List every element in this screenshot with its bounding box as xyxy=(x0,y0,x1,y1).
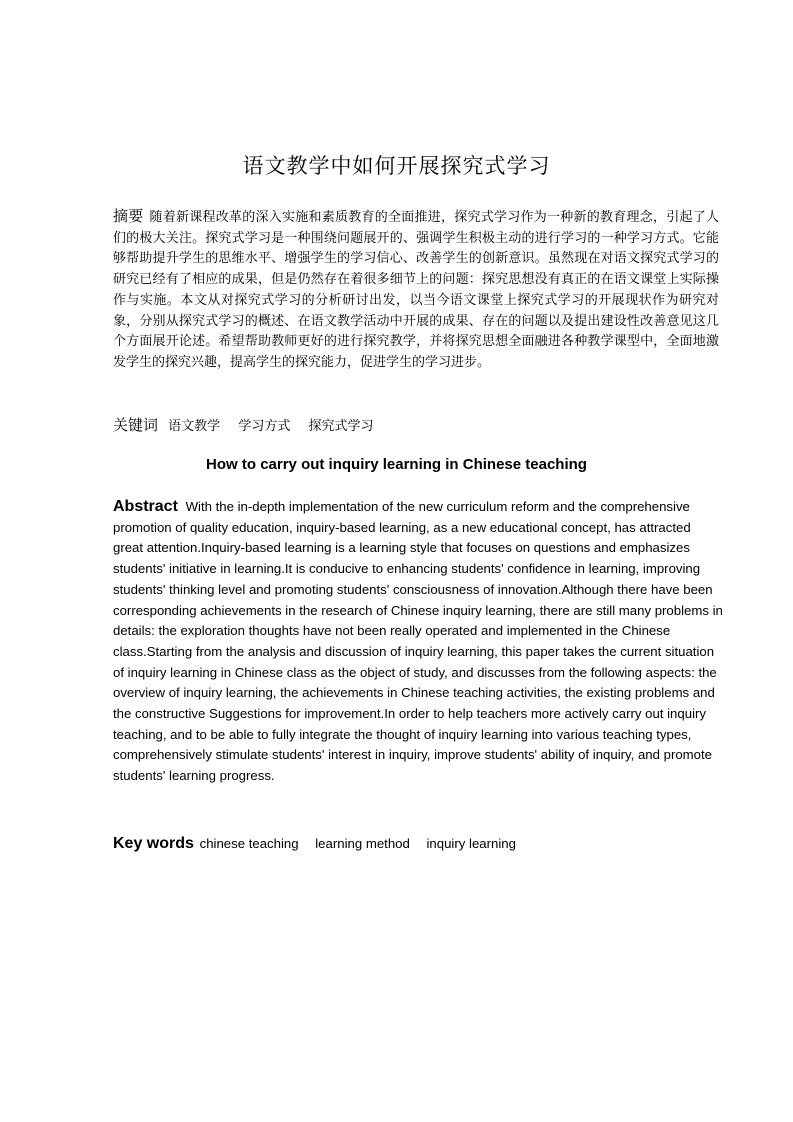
chinese-keywords-label: 关键词 xyxy=(113,416,159,434)
english-abstract-label: Abstract xyxy=(113,498,178,515)
english-keywords-label: Key words xyxy=(113,835,194,852)
chinese-abstract xyxy=(113,206,719,374)
chinese-keyword: 探究式学习 xyxy=(308,419,374,434)
english-keyword: inquiry learning xyxy=(426,836,516,851)
english-abstract-text: With the in-depth implementation of the new curriculum reform and the comprehensive promotion of quality education, inquiry-based learning, as a new educational concept, has attracted great attention.Inquiry-based learning is a learning style that focuses on questions and emphasizes students' initiative in learning.It is conducive to enhancing students' confidence in learning, improving students' thinking level and promoting students' consciousness of innovation.Although there have been corresponding achievements in the research of Chinese inquiry learning, there are still many problems in details: the exploration thoughts have not been really operated and implemented in the Chinese class.Starting from the analysis and discussion of inquiry learning, this paper takes the current situation of inquiry learning in Chinese class as the object of study, and discusses from the following aspects: the overview of inquiry learning, the achievements in Chinese teaching activities, the existing problems and the constructive Suggestions for improvement.In order to help teachers more actively carry out inquiry teaching, and to be able to fully integrate the thought of inquiry learning into various teaching types, comprehensively stimulate students' interest in inquiry, improve students' ability of inquiry, and promote students' learning progress. xyxy=(113,499,723,784)
english-title: How to carry out inquiry learning in Chinese teaching xyxy=(206,456,587,473)
chinese-keyword: 语文教学 xyxy=(168,419,221,434)
english-keyword: chinese teaching xyxy=(199,836,299,851)
chinese-keywords xyxy=(113,414,719,435)
chinese-title: 语文教学中如何开展探究式学习 xyxy=(242,154,551,178)
english-keywords xyxy=(113,835,723,853)
english-keyword: learning method xyxy=(315,836,410,851)
chinese-abstract-label: 摘要 xyxy=(113,207,144,225)
chinese-keyword: 学习方式 xyxy=(238,419,291,434)
english-abstract xyxy=(113,497,723,787)
chinese-abstract-text: 随着新课程改革的深入实施和素质教育的全面推进，探究式学习作为一种新的教育理念，引起了人们的极大关注。探究式学习是一种围绕问题展开的、强调学生积极主动的进行学习的一种学习方式。它能够帮助提升学生的思维水平、增强学生的学习信心、改善学生的创新意识。虽然现在对语文探究式学习的研究已经有了相应的成果，但是仍然存在着很多细节上的问题：探究思想没有真正的在语文课堂上实际操作与实施。本文从对探究式学习的分析研讨出发，以当今语文课堂上探究式学习的开展现状作为研究对象，分别从探究式学习的概述、在语文教学活动中开展的成果、存在的问题以及提出建设性改善意见这几个方面展开论述。希望帮助教师更好的进行探究教学，并将探究思想全面融进各种教学课型中，全面地激发学生的探究兴趣，提高学生的探究能力，促进学生的学习进步。 xyxy=(113,210,719,370)
